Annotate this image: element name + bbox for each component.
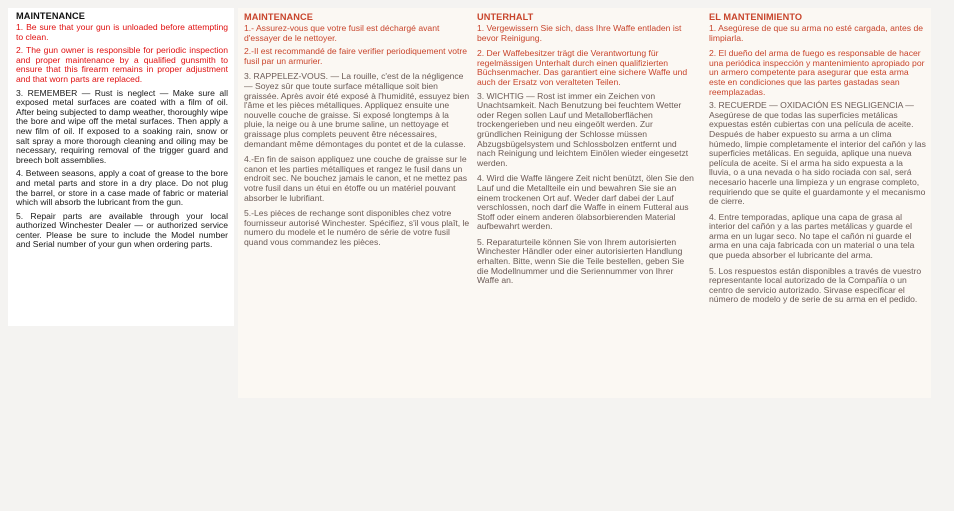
spanish-item-5: 5. Los respuestos están disponibles a través de vuestro representante local autorizado de la Compañía o un centro de servicio autorizado. Sirvase especificar el número de modelo y de serie de su arma en el pedido.: [709, 265, 922, 305]
german-item-1: 1. Vergewissern Sie sich, dass Ihre Waffe entladen ist bevor Reinigung.: [477, 23, 682, 43]
english-item-5: 5. Repair parts are available through your local authorized Winchester Dealer — or authorized service center. Please be sure to include the Model number and Serial number of your gun when ordering parts.: [16, 210, 228, 250]
german-title: UNTERHALT: [477, 12, 534, 22]
english-item-4: 4. Between seasons, apply a coat of grease to the bore and metal parts and store in a dry place. Do not plug the barrel, or store in a case made of fabric or material which will absorb the lubricant from the gun.: [16, 168, 228, 208]
french-column: [244, 8, 470, 251]
maintenance-english-panel: [8, 8, 234, 326]
french-item-3: 3. RAPPELEZ-VOUS. — La rouille, c'est de la négligence — Soyez sûr que toute surface métallique soit bien graissée. Après avoir été exposé à l'humidité, essuyez bien l'âme et les pièces métalliques. Appliquez ensuite une nouvelle couche de graisse. Si exposé longtemps à la pluie, la neige ou à une brume saline, un nettoyage et graissage plus complets peuvent être nécessaires, demandant même démontages du pontet et de la culasse.: [244, 71, 470, 149]
french-item-1: 1.- Assurez-vous que votre fusil est déchargé avant d'essayer de le nettoyer.: [244, 23, 440, 43]
spanish-title: EL MANTENIMIENTO: [709, 12, 803, 22]
french-title: MAINTENANCE: [244, 12, 313, 22]
english-item-1: 1. Be sure that your gun is unloaded before attempting to clean.: [16, 22, 228, 42]
german-item-5: 5. Reparaturteile können Sie von Ihrem autorisierten Winchester Händler oder einer autorisierten Handlung erhalten. Bitte, wenn Sie die Teile bestellen, geben Sie die Modellnummer und die Seriennummer von Ihrer Waffe an.: [477, 236, 685, 286]
spanish-item-1: 1. Asegúrese de que su arma no esté cargada, antes de limpiarla.: [709, 23, 924, 43]
english-item-3: 3. REMEMBER — Rust is neglect — Make sure all exposed metal surfaces are coated with a film of oil. After being subjected to damp weather, thoroughly wipe the bore and wipe off the metal surfaces. Then apply a new film of oil. If exposed to a soaking rain, snow or salt spray a more thorough cleaning and oiling may be necessary, requiring removal of the trigger guard and breech bolt assemblies.: [16, 87, 228, 165]
german-item-2: 2. Der Waffebesitzer trägt die Verantwortung für regelmässigen Unterhalt durch einen qualifizierten Büchsenmacher. Das garantiert eine sichere Waffe und auch der Ersatz von veralteten Teilen.: [477, 48, 688, 87]
english-item-2: 2. The gun owner is responsible for periodic inspection and proper maintenance by a qualified gunsmith to ensure that this firearm remains in proper adjustment and that worn parts are replaced.: [16, 45, 228, 84]
german-item-4: 4. Wird die Waffe längere Zeit nicht benützt, ölen Sie den Lauf und die Metallteile ein und bewahren Sie sie an einem trockenen Ort auf. Weder darf dabei der Lauf verschlossen, noch darf die Waffe in einem Futteral aus Stoff oder einem anderen ölabsorbierenden Material aufbewahrt werden.: [477, 173, 694, 232]
french-item-5: 5.-Les pièces de rechange sont disponibles chez votre fournisseur autorisé Winchester. Spécifiez, s'il vous plaît, le numero du modele et le numéro de série de votre fusil quand vous commandez les pièces.: [244, 208, 470, 247]
spanish-item-3: 3. RECUERDE — OXIDACIÓN ES NEGLIGENCIA — Asegúrese de que todas las superficies metálicas expuestas estén cubiertas con una película de aceite. Después de haber expuesto su arma a un clima húmedo, limpie completamente el interior del cañón y las superficies metálicas. En seguida, aplique una nueva película de aceite. Si el arma ha sido expuesta a la lluvia, o a una nevada o ha sido rociada con sal, será necesario hacerle una limpieza y un engrase completo, requiriendo que se quite el guardamonte y el mecanismo de cierre.: [709, 100, 926, 207]
spanish-item-2: 2. El dueño del arma de fuego es responsable de hacer una periódica inspección y mantenimiento apropiado por un armero competente para asegurar que esta arma este en condiciones que las partes gastadas sean reemplazadas.: [709, 48, 925, 97]
maintenance-translations-panel: [238, 8, 931, 398]
spanish-column: [709, 8, 927, 309]
french-item-2: 2.-Il est recommandé de faire verifier periodiquement votre fusil par un armurier.: [244, 46, 468, 66]
french-item-4: 4.-En fin de saison appliquez une couche de graisse sur le canon et les parties métalliques et rangez le fusil dans un endroit sec. Ne bouchez jamais le canon, et ne mettez pas votre fusil dans un étui en étoffe ou un matériel pouvant absorber le lubrifiant.: [244, 154, 468, 203]
english-title: MAINTENANCE: [16, 11, 85, 21]
spanish-item-4: 4. Entre temporadas, aplique una capa de grasa al interior del cañón y a las partes metálicas y guarde el arma en un lugar seco. No tape el cañón ni guarde el arma en una caja fabricada con un material o una tela que pueda absorber el lubricante del arma.: [709, 211, 915, 261]
german-column: [477, 8, 695, 290]
german-item-3: 3. WICHTIG — Rost ist immer ein Zeichen von Unachtsamkeit. Nach Benutzung bei feuchtem Wetter oder Regen sollen Lauf und Metalloberflächen trockengerieben und neu eingeölt werden. Zur gründlichen Reinigung der Schlosse müssen Abzugsbügelsystem und Schlossbolzen entfernt und nach Reinigung und leichtem Einölen wieder eingesetzt werden.: [477, 90, 689, 168]
